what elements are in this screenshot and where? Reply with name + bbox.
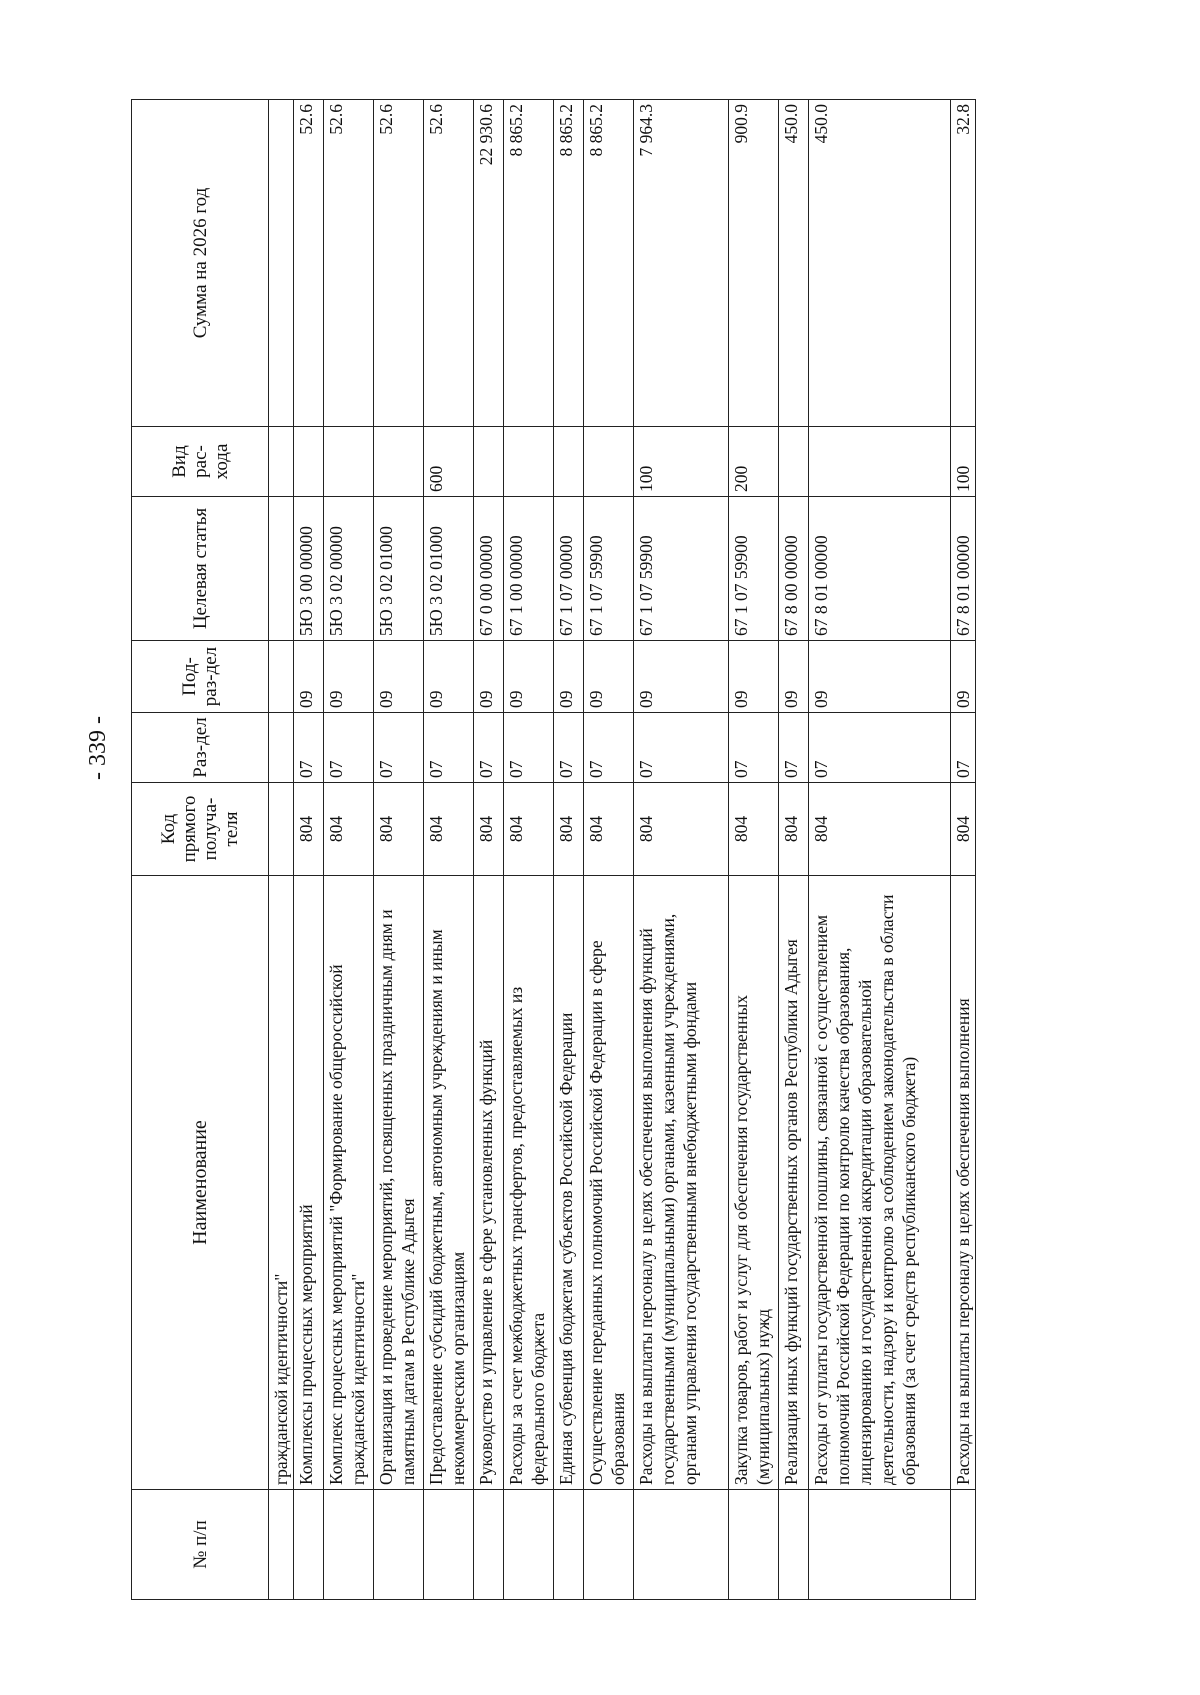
cell-num bbox=[634, 1490, 729, 1600]
cell-section: 07 bbox=[554, 713, 584, 783]
cell-subsection: 09 bbox=[294, 641, 324, 713]
cell-subsection: 09 bbox=[634, 641, 729, 713]
cell-name: Закупка товаров, работ и услуг для обеспечения государственных (муниципальных) нужд bbox=[729, 876, 779, 1490]
header-recipient: Код прямого получа-теля bbox=[132, 783, 269, 876]
cell-section: 07 bbox=[374, 713, 424, 783]
cell-recipient: 804 bbox=[809, 783, 951, 876]
cell-target: 5Ю 3 02 00000 bbox=[324, 497, 374, 641]
cell-recipient bbox=[269, 783, 294, 876]
cell-recipient: 804 bbox=[474, 783, 504, 876]
cell-expense-type: 100 bbox=[634, 427, 729, 497]
cell-num bbox=[474, 1490, 504, 1600]
cell-target: 67 8 00 00000 bbox=[779, 497, 809, 641]
cell-expense-type bbox=[779, 427, 809, 497]
cell-expense-type bbox=[474, 427, 504, 497]
header-subsection: Под-раз-дел bbox=[132, 641, 269, 713]
header-expense-type: Вид рас-хода bbox=[132, 427, 269, 497]
cell-section: 07 bbox=[294, 713, 324, 783]
cell-subsection: 09 bbox=[729, 641, 779, 713]
table-row bbox=[729, 100, 779, 1600]
cell-expense-type bbox=[504, 427, 554, 497]
cell-expense-type bbox=[809, 427, 951, 497]
table-row bbox=[554, 100, 584, 1600]
cell-name: Расходы на выплаты персоналу в целях обеспечения выполнения bbox=[951, 876, 976, 1490]
cell-target: 67 1 07 59900 bbox=[584, 497, 634, 641]
cell-subsection: 09 bbox=[504, 641, 554, 713]
cell-subsection: 09 bbox=[424, 641, 474, 713]
cell-subsection: 09 bbox=[779, 641, 809, 713]
cell-num bbox=[809, 1490, 951, 1600]
table-row bbox=[324, 100, 374, 1600]
cell-section: 07 bbox=[779, 713, 809, 783]
cell-target: 5Ю 3 02 01000 bbox=[424, 497, 474, 641]
header-num: № п/п bbox=[132, 1490, 269, 1600]
cell-expense-type: 600 bbox=[424, 427, 474, 497]
header-target: Целевая статья bbox=[132, 497, 269, 641]
cell-target: 5Ю 3 00 00000 bbox=[294, 497, 324, 641]
cell-recipient: 804 bbox=[294, 783, 324, 876]
cell-expense-type bbox=[324, 427, 374, 497]
cell-expense-type bbox=[554, 427, 584, 497]
table-row bbox=[634, 100, 729, 1600]
cell-num bbox=[504, 1490, 554, 1600]
cell-recipient: 804 bbox=[424, 783, 474, 876]
rotated-table-container bbox=[131, 100, 1071, 1600]
cell-expense-type bbox=[294, 427, 324, 497]
cell-expense-type: 100 bbox=[951, 427, 976, 497]
cell-name: Организация и проведение мероприятий, посвященных праздничным дням и памятным датам в Республике Адыгея bbox=[374, 876, 424, 1490]
cell-name: Осуществление переданных полномочий Российской Федерации в сфере образования bbox=[584, 876, 634, 1490]
cell-amount: 52.6 bbox=[424, 100, 474, 427]
cell-target: 5Ю 3 02 01000 bbox=[374, 497, 424, 641]
cell-expense-type bbox=[374, 427, 424, 497]
cell-recipient: 804 bbox=[779, 783, 809, 876]
cell-expense-type bbox=[269, 427, 294, 497]
cell-subsection: 09 bbox=[951, 641, 976, 713]
cell-num bbox=[554, 1490, 584, 1600]
table-body bbox=[269, 100, 976, 1600]
cell-section: 07 bbox=[634, 713, 729, 783]
cell-num bbox=[729, 1490, 779, 1600]
cell-target: 67 1 07 59900 bbox=[634, 497, 729, 641]
cell-num bbox=[374, 1490, 424, 1600]
cell-target: 67 1 07 00000 bbox=[554, 497, 584, 641]
table-row bbox=[474, 100, 504, 1600]
cell-amount: 52.6 bbox=[374, 100, 424, 427]
table-row bbox=[951, 100, 976, 1600]
table-row bbox=[374, 100, 424, 1600]
header-amount: Сумма на 2026 год bbox=[132, 100, 269, 427]
table-row bbox=[294, 100, 324, 1600]
cell-num bbox=[951, 1490, 976, 1600]
budget-table bbox=[131, 99, 976, 1600]
table-row bbox=[424, 100, 474, 1600]
cell-amount: 22 930.6 bbox=[474, 100, 504, 427]
cell-section: 07 bbox=[324, 713, 374, 783]
page-number: - 339 - bbox=[85, 716, 111, 780]
cell-name: Расходы на выплаты персоналу в целях обеспечения выполнения функций государственными (муниципальными) органами, казенными учреждениями, органами управления государственными внебюджетными фондами bbox=[634, 876, 729, 1490]
cell-name: Расходы за счет межбюджетных трансфертов, предоставляемых из федерального бюджета bbox=[504, 876, 554, 1490]
cell-target: 67 8 01 00000 bbox=[809, 497, 951, 641]
cell-amount: 900.9 bbox=[729, 100, 779, 427]
cell-amount: 32.8 bbox=[951, 100, 976, 427]
header-name: Наименование bbox=[132, 876, 269, 1490]
cell-amount: 450.0 bbox=[809, 100, 951, 427]
cell-subsection: 09 bbox=[374, 641, 424, 713]
cell-name: Комплекс процессных мероприятий "Формирование общероссийской гражданской идентичности" bbox=[324, 876, 374, 1490]
cell-name: гражданской идентичности" bbox=[269, 876, 294, 1490]
cell-num bbox=[779, 1490, 809, 1600]
table-row bbox=[504, 100, 554, 1600]
cell-name: Расходы от уплаты государственной пошлины, связанной с осуществлением полномочий Российской Федерации по контролю качества образования, лицензированию и государственной аккредитации образовательной деятельности, надзору и контролю за соблюдением законодательства в области образования (за счет средств республиканского бюджета) bbox=[809, 876, 951, 1490]
cell-recipient: 804 bbox=[584, 783, 634, 876]
cell-section: 07 bbox=[729, 713, 779, 783]
table-row bbox=[269, 100, 294, 1600]
cell-section: 07 bbox=[951, 713, 976, 783]
cell-name: Руководство и управление в сфере установленных функций bbox=[474, 876, 504, 1490]
cell-num bbox=[584, 1490, 634, 1600]
table-row bbox=[779, 100, 809, 1600]
cell-amount: 8 865.2 bbox=[554, 100, 584, 427]
cell-subsection: 09 bbox=[324, 641, 374, 713]
cell-target: 67 0 00 00000 bbox=[474, 497, 504, 641]
cell-subsection bbox=[269, 641, 294, 713]
cell-num bbox=[269, 1490, 294, 1600]
cell-recipient: 804 bbox=[634, 783, 729, 876]
header-section: Раз-дел bbox=[132, 713, 269, 783]
cell-amount bbox=[269, 100, 294, 427]
cell-num bbox=[424, 1490, 474, 1600]
cell-expense-type: 200 bbox=[729, 427, 779, 497]
cell-section: 07 bbox=[584, 713, 634, 783]
cell-subsection: 09 bbox=[474, 641, 504, 713]
table-row bbox=[584, 100, 634, 1600]
cell-section: 07 bbox=[474, 713, 504, 783]
cell-target: 67 8 01 00000 bbox=[951, 497, 976, 641]
cell-expense-type bbox=[584, 427, 634, 497]
cell-recipient: 804 bbox=[374, 783, 424, 876]
cell-recipient: 804 bbox=[324, 783, 374, 876]
cell-num bbox=[324, 1490, 374, 1600]
cell-recipient: 804 bbox=[729, 783, 779, 876]
cell-target bbox=[269, 497, 294, 641]
cell-target: 67 1 07 59900 bbox=[729, 497, 779, 641]
cell-amount: 8 865.2 bbox=[584, 100, 634, 427]
cell-section: 07 bbox=[424, 713, 474, 783]
cell-amount: 52.6 bbox=[324, 100, 374, 427]
cell-target: 67 1 00 00000 bbox=[504, 497, 554, 641]
cell-name: Единая субвенция бюджетам субъектов Российской Федерации bbox=[554, 876, 584, 1490]
header-row bbox=[132, 100, 269, 1600]
cell-amount: 52.6 bbox=[294, 100, 324, 427]
cell-name: Комплексы процессных мероприятий bbox=[294, 876, 324, 1490]
cell-num bbox=[294, 1490, 324, 1600]
cell-section: 07 bbox=[504, 713, 554, 783]
cell-amount: 8 865.2 bbox=[504, 100, 554, 427]
cell-recipient: 804 bbox=[951, 783, 976, 876]
cell-recipient: 804 bbox=[504, 783, 554, 876]
cell-amount: 7 964.3 bbox=[634, 100, 729, 427]
table-row bbox=[809, 100, 951, 1600]
cell-name: Реализация иных функций государственных органов Республики Адыгея bbox=[779, 876, 809, 1490]
cell-amount: 450.0 bbox=[779, 100, 809, 427]
cell-subsection: 09 bbox=[584, 641, 634, 713]
cell-recipient: 804 bbox=[554, 783, 584, 876]
cell-section bbox=[269, 713, 294, 783]
cell-subsection: 09 bbox=[554, 641, 584, 713]
cell-section: 07 bbox=[809, 713, 951, 783]
cell-subsection: 09 bbox=[809, 641, 951, 713]
cell-name: Предоставление субсидий бюджетным, автономным учреждениям и иным некоммерческим организациям bbox=[424, 876, 474, 1490]
